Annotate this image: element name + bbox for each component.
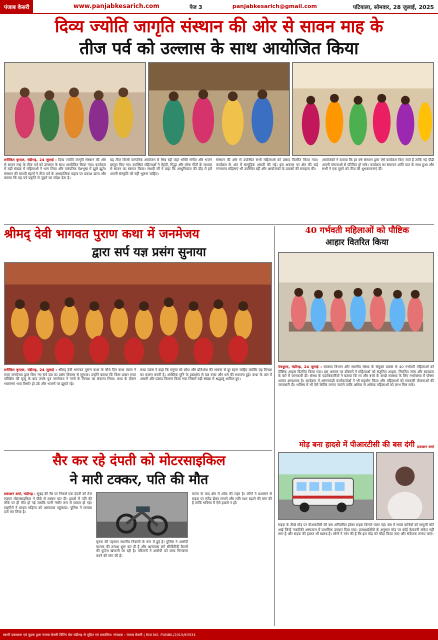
teej-photo-3: [292, 62, 434, 156]
teej-photo-1: [4, 62, 146, 156]
issue-date: पटियाला, सोमवार, 28 जुलाई, 2025: [352, 4, 434, 11]
main-headline-line1: दिव्य ज्योति जागृति संस्थान की ओर से सावन माह के: [54, 17, 384, 37]
bhagwat-col2: कथा व्यास ने कहा कि मनुष्य को क्रोध और प्रतिशोध की भावना से दूर रहना चाहिए क्योंकि यह विनाश का कारण बनती है। आस्तिक मुनि के हस्तक्षेप से यज्ञ रुका और धर्म की स्थापना हुई। कथा के अंत में आरती और प्रसाद वितरण किया गया जिसमें बड़ी संख्या में श्रद्धालु शामिल हुए।: [140, 368, 272, 382]
accident-col3: घटना के बाद क्षेत्र में शोक की लहर है। लोगों ने प्रशासन से सड़क पर स्पीड ब्रेकर लगाने और रात्रि गश्त बढ़ाने की मांग की है ताकि भविष्य में ऐसे हादसे न हों।: [192, 492, 272, 506]
teej-photo-2: [148, 62, 290, 156]
divider: [4, 224, 434, 225]
bhagwat-dateline: शरीकित कृपाल, चंडीगढ़, 24 जुलाई :: [4, 368, 57, 372]
accident-photo: [96, 492, 188, 538]
accident-headline-line2: ने मारी टक्कर, पति की मौत: [69, 472, 209, 488]
main-story-dateline: शरीकित कृपाल, चंडीगढ़, 24 जुलाई :: [4, 158, 57, 162]
bus-inset-photo: [376, 452, 434, 520]
nutrition-photo: [278, 252, 434, 362]
bus-byline: प्रकाशन शर्मा: [417, 445, 434, 449]
paper-name: पंजाब केसरी: [0, 0, 33, 13]
main-story-col2: यह तीज किसी पारंपरिक आयोजन से भिन्न रही जहां भक्ति संगीत और भजन प्रस्तुत किए गए। उपस्थित महिलाओं ने मेहंदी, गिद्धा और लोक गीतों के माध्यम से सावन का स्वागत किया। साध्वी जी ने कहा कि आधुनिकता की दौड़ में हमें अपनी संस्कृति को नहीं भूलना चाहिए।: [110, 158, 212, 176]
accident-dateline: प्रकाशन शर्मा, चंडीगढ़ :: [4, 492, 36, 496]
main-story-col3: संस्थान की ओर से उपस्थित सभी महिलाओं को प्रसाद वितरित किया गया। कार्यक्रम के अंत में सामूहिक आरती की गई। इस अवसर पर क्षेत्र की कई गणमान्य महिलाएं भी उपस्थित रहीं और आयोजकों के प्रयासों की सराहना की।: [216, 158, 318, 172]
masthead-bar: [0, 0, 438, 14]
column-divider: [274, 226, 275, 626]
footer-imprint: स्वामी प्रकाशक एवं मुद्रक द्वारा पंजाब केसरी प्रिंटिंग प्रेस चंडीगढ़ से मुद्रित एवं प्रकाशित। संपादक : पंजाब केसरी | RNI NO. PUNBIL/2015/63534: [0, 629, 438, 640]
site-url[interactable]: www.panjabkesarich.com: [73, 3, 160, 10]
nutrition-dateline: पंचकूला, चंडीगढ़, 24 जुलाई :: [278, 365, 322, 369]
main-story-col4: आयोजकों ने बताया कि हर वर्ष संस्थान द्वारा ऐसे कार्यक्रम किए जाते हैं ताकि नई पीढ़ी अपनी परंपराओं से परिचित हो सके। कार्यक्रम का समापन शांति पाठ के साथ हुआ और सभी ने एक दूसरे को तीज की शुभकामनाएं दीं।: [322, 158, 434, 172]
divider: [4, 450, 272, 451]
accident-col1: प्रकाशन शर्मा, चंडीगढ़ : सुबह की सैर पर निकले एक दंपती को तेज रफ्तार मोटरसाइकिल ने पीछे से टक्कर मार दी। हादसे में पति की मौके पर ही मौत हो गई जबकि पत्नी गंभीर रूप से घायल हो गई। राहगीरों ने घायल महिला को अस्पताल पहुंचाया। पुलिस ने मामला दर्ज कर लिया है।: [4, 492, 92, 515]
bhagwat-photo: [4, 262, 272, 365]
main-headline-line2: तीज पर्व को उल्लास के साथ आयोजित किया: [79, 39, 359, 59]
bhagwat-col1: शरीकित कृपाल, चंडीगढ़, 24 जुलाई : श्रीमद् देवी भागवत पुराण कथा के चौथे दिन कथा व्यास ने राजा जनमेजय द्वारा किए गए सर्प यज्ञ का प्रसंग विस्तार से सुनाया। उन्होंने बताया कि किस प्रकार राजा परीक्षित की मृत्यु के बाद उनके पुत्र जनमेजय ने नागों के विनाश का संकल्प लिया। कथा के दौरान भक्तगण भाव विभोर हो उठे और भजनों पर झूमते रहे।: [4, 368, 136, 386]
nutrition-body: पंचकूला, चंडीगढ़, 24 जुलाई : स्वास्थ्य विभाग और स्थानीय संस्था के संयुक्त प्रयास से 40 गर्भवती महिलाओं को पौष्टिक आहार वितरित किया गया। इस अवसर पर डॉक्टरों ने महिलाओं को संतुलित आहार, नियमित जांच और स्वच्छता के बारे में जानकारी दी। संस्था के पदाधिकारियों ने बताया कि मां और बच्चे के अच्छे स्वास्थ्य के लिए गर्भावस्था में पोषण अत्यंत आवश्यक है। कार्यक्रम में आंगनवाड़ी कार्यकर्ताओं ने भी सहयोग किया और महिलाओं को सरकारी योजनाओं की जानकारी दी। भविष्य में भी ऐसे शिविर लगाए जाएंगे ताकि अधिक से अधिक महिलाओं को लाभ मिल सके।: [278, 365, 434, 388]
bhagwat-headline-line1: श्रीमद् देवी भागवत पुराण कथा में जनमेजय: [4, 226, 200, 241]
accident-col2: मृतक की पहचान स्थानीय निवासी के रूप में हुई है। पुलिस ने आरोपी चालक की तलाश शुरू कर दी है और आसपास लगे सीसीटीवी कैमरों की फुटेज खंगाली जा रही है। परिजनों ने आरोपी को जल्द गिरफ्तार करने की मांग की है।: [96, 540, 188, 558]
nutrition-headline-line2: आहार वितरित किया: [325, 238, 389, 248]
bhagwat-headline-line2: द्वारा सर्प यज्ञ प्रसंग सुनाया: [92, 245, 206, 259]
main-story-col1: शरीकित कृपाल, चंडीगढ़, 24 जुलाई : दिव्य ज्योति जागृति संस्थान की ओर से सावन माह के तीज पर्व को उल्लास के साथ आयोजित किया गया। कार्यक्रम में बड़ी संख्या में महिलाओं ने भाग लिया और पारंपरिक वेशभूषा में झूले झूले। संस्थान की साध्वी बहनों ने तीज पर्व के आध्यात्मिक महत्व पर प्रकाश डाला और बताया कि यह पर्व प्रकृति से जुड़ने का संदेश देता है।: [4, 158, 106, 181]
bus-body: सड़क के तीखे मोड़ पर पीआरटीसी की बस अनियंत्रित होकर सड़क किनारे पलट गई। बस में सवार यात्रियों को मामूली चोटें आईं जिन्हें नजदीकी अस्पताल में प्राथमिक उपचार दिया गया। प्रत्यक्षदर्शियों के अनुसार मोड़ पर कोई चेतावनी संकेत नहीं लगा है और सड़क की हालत भी खराब है। लोगों ने मांग की है कि इस मोड़ को चौड़ा किया जाए और संकेतक लगाए जाएं।: [278, 523, 434, 537]
bus-photo: [278, 452, 374, 520]
nutrition-headline-line1: 40 गर्भवती महिलाओं को पौष्टिक: [304, 226, 410, 236]
accident-headline-line1: सैर कर रहे दंपती को मोटरसाइकिल: [52, 453, 226, 469]
contact-email[interactable]: panjabkesarich@gmail.com: [232, 3, 317, 10]
page-number: पेज 3: [189, 4, 203, 11]
bus-headline: मोड़ बना हादसे में पीआरटीसी की बस दंगी: [299, 440, 415, 449]
